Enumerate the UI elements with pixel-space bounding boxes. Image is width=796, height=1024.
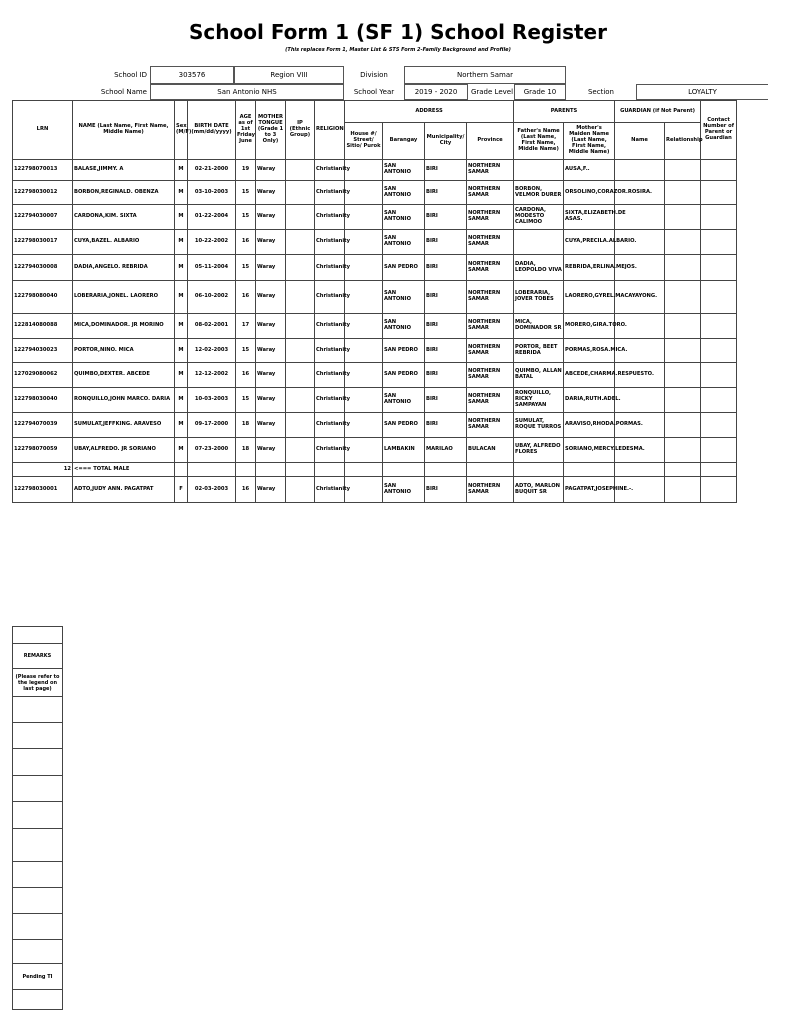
table-row[interactable] xyxy=(13,413,737,438)
lrn-cell: 122798030040 xyxy=(13,388,73,413)
ip-cell xyxy=(286,413,315,438)
table-row[interactable] xyxy=(13,363,737,388)
religion-cell: Christianity xyxy=(315,255,345,281)
name-cell: BALASE,JIMMY. A xyxy=(73,160,175,181)
mother-cell: REBRIDA,ERLINA.MEJOS. xyxy=(564,255,615,281)
name-cell: LOBERARIA,JONEL. LAORERO xyxy=(73,281,175,314)
father-cell: ADTO, MARLON BUQUIT SR xyxy=(514,477,564,503)
contact-cell xyxy=(701,363,737,388)
house-cell xyxy=(345,181,383,205)
guardian-relationship-cell xyxy=(665,160,701,181)
mother-cell: CUYA,PRECILA.ALBARIO. xyxy=(564,230,615,255)
religion-cell: Christianity xyxy=(315,438,345,463)
ip-cell xyxy=(286,181,315,205)
province-cell: NORTHERN SAMAR xyxy=(467,314,514,339)
lrn-cell: 122814080088 xyxy=(13,314,73,339)
table-row[interactable] xyxy=(13,160,737,181)
barangay-cell: SAN PEDRO xyxy=(383,339,425,363)
father-cell: CARDONA, MODESTO CALIMOO xyxy=(514,205,564,230)
father-cell: MICA, DOMINADOR SR xyxy=(514,314,564,339)
age-cell: 16 xyxy=(236,477,256,503)
barangay-cell: SAN ANTONIO xyxy=(383,477,425,503)
sex-cell: M xyxy=(175,438,188,463)
mother-tongue-cell: Waray xyxy=(256,281,286,314)
col-mother: Mother's Maiden Name (Last Name, First Name, Middle Name) xyxy=(564,123,615,160)
mother-tongue-cell: Waray xyxy=(256,160,286,181)
name-cell: CARDONA,KIM. SIXTA xyxy=(73,205,175,230)
col-lrn: LRN xyxy=(13,101,73,160)
ip-cell xyxy=(286,388,315,413)
municipality-cell: BIRI xyxy=(425,413,467,438)
sex-cell: M xyxy=(175,205,188,230)
contact-cell xyxy=(701,388,737,413)
province-cell: NORTHERN SAMAR xyxy=(467,181,514,205)
mother-tongue-cell: Waray xyxy=(256,388,286,413)
mother-cell: ABCEDE,CHARMA.RESPUESTO. xyxy=(564,363,615,388)
col-guardian-relationship: Relationship xyxy=(665,123,701,160)
sex-cell: M xyxy=(175,160,188,181)
table-row[interactable] xyxy=(13,388,737,413)
municipality-cell: MARILAO xyxy=(425,438,467,463)
ip-cell xyxy=(286,339,315,363)
mother-tongue-cell: Waray xyxy=(256,230,286,255)
ip-cell xyxy=(286,363,315,388)
guardian-relationship-cell xyxy=(665,314,701,339)
register-table xyxy=(12,100,737,503)
father-cell: QUIMBO, ALLAN BATAL xyxy=(514,363,564,388)
barangay-cell: SAN PEDRO xyxy=(383,363,425,388)
mother-tongue-cell: Waray xyxy=(256,205,286,230)
religion-cell: Christianity xyxy=(315,205,345,230)
col-father: Father's Name (Last Name, First Name, Middle Name) xyxy=(514,123,564,160)
house-cell xyxy=(345,205,383,230)
age-cell: 16 xyxy=(236,363,256,388)
region-field[interactable]: Region VIII xyxy=(234,66,344,84)
birthdate-cell: 06-10-2002 xyxy=(188,281,236,314)
sex-cell: M xyxy=(175,388,188,413)
col-province: Province xyxy=(467,123,514,160)
name-cell: RONQUILLO,JOHN MARCO. DARIA xyxy=(73,388,175,413)
col-barangay: Barangay xyxy=(383,123,425,160)
contact-cell xyxy=(701,281,737,314)
contact-cell xyxy=(701,339,737,363)
lrn-cell: 122798070059 xyxy=(13,438,73,463)
father-cell: LOBERARIA, JOVER TOBES xyxy=(514,281,564,314)
age-cell: 18 xyxy=(236,413,256,438)
col-age: AGE as of 1st Friday June xyxy=(236,101,256,160)
col-name: NAME (Last Name, First Name, Middle Name) xyxy=(73,101,175,160)
sex-cell: M xyxy=(175,281,188,314)
division-label: Division xyxy=(360,71,388,79)
house-cell xyxy=(345,388,383,413)
division-field[interactable]: Northern Samar xyxy=(404,66,566,84)
table-row[interactable] xyxy=(13,314,737,339)
mother-cell: DARIA,RUTH.ADEL. xyxy=(564,388,615,413)
house-cell xyxy=(345,230,383,255)
birthdate-cell: 10-22-2002 xyxy=(188,230,236,255)
house-cell xyxy=(345,314,383,339)
religion-cell: Christianity xyxy=(315,181,345,205)
lrn-cell: 122798030012 xyxy=(13,181,73,205)
age-cell: 16 xyxy=(236,230,256,255)
mother-cell: MORERO,GIRA.TORO. xyxy=(564,314,615,339)
province-cell: NORTHERN SAMAR xyxy=(467,339,514,363)
guardian-relationship-cell xyxy=(665,205,701,230)
school-year-field[interactable]: 2019 - 2020 xyxy=(404,84,468,100)
guardian-relationship-cell xyxy=(665,388,701,413)
municipality-cell: BIRI xyxy=(425,339,467,363)
lrn-cell: 122798030001 xyxy=(13,477,73,503)
age-cell: 15 xyxy=(236,181,256,205)
father-cell: UBAY, ALFREDO FLORES xyxy=(514,438,564,463)
name-cell: BORBON,REGINALD. OBENZA xyxy=(73,181,175,205)
total-male-count: 12 xyxy=(13,463,73,477)
total-male-row xyxy=(13,463,737,477)
house-cell xyxy=(345,413,383,438)
ip-cell xyxy=(286,230,315,255)
ip-cell xyxy=(286,477,315,503)
birthdate-cell: 12-12-2002 xyxy=(188,363,236,388)
municipality-cell: BIRI xyxy=(425,363,467,388)
section-field[interactable]: LOYALTY xyxy=(636,84,768,100)
name-cell: SUMULAT,JEFFKING. ARAVESO xyxy=(73,413,175,438)
municipality-cell: BIRI xyxy=(425,314,467,339)
col-house: House #/ Street/ Sitio/ Purok xyxy=(345,123,383,160)
ip-cell xyxy=(286,205,315,230)
province-cell: NORTHERN SAMAR xyxy=(467,413,514,438)
age-cell: 18 xyxy=(236,438,256,463)
mother-cell: PORMAS,ROSA.MICA. xyxy=(564,339,615,363)
mother-tongue-cell: Waray xyxy=(256,339,286,363)
table-row[interactable] xyxy=(13,205,737,230)
table-row[interactable] xyxy=(13,281,737,314)
col-address-group: ADDRESS xyxy=(345,101,514,123)
page-subtitle: (This replaces Form 1, Master List & STS Form 2-Family Background and Profile) xyxy=(285,47,511,53)
birthdate-cell: 02-21-2000 xyxy=(188,160,236,181)
birthdate-cell: 02-03-2003 xyxy=(188,477,236,503)
house-cell xyxy=(345,281,383,314)
sex-cell: M xyxy=(175,413,188,438)
col-sex: Sex (M/F) xyxy=(175,101,188,160)
age-cell: 16 xyxy=(236,281,256,314)
religion-cell: Christianity xyxy=(315,388,345,413)
province-cell: NORTHERN SAMAR xyxy=(467,255,514,281)
mother-cell: ARAVISO,RHODA.PORMAS. xyxy=(564,413,615,438)
name-cell: MICA,DOMINADOR. JR MORINO xyxy=(73,314,175,339)
birthdate-cell: 09-17-2000 xyxy=(188,413,236,438)
religion-cell: Christianity xyxy=(315,339,345,363)
table-row[interactable] xyxy=(13,477,737,503)
name-cell: DADIA,ANGELO. REBRIDA xyxy=(73,255,175,281)
contact-cell xyxy=(701,205,737,230)
name-cell: PORTOR,NINO. MICA xyxy=(73,339,175,363)
lrn-cell: 127029080062 xyxy=(13,363,73,388)
birthdate-cell: 01-22-2004 xyxy=(188,205,236,230)
mother-tongue-cell: Waray xyxy=(256,363,286,388)
barangay-cell: SAN ANTONIO xyxy=(383,181,425,205)
ip-cell xyxy=(286,314,315,339)
contact-cell xyxy=(701,255,737,281)
mother-tongue-cell: Waray xyxy=(256,477,286,503)
barangay-cell: LAMBAKIN xyxy=(383,438,425,463)
municipality-cell: BIRI xyxy=(425,181,467,205)
father-cell xyxy=(514,230,564,255)
ip-cell xyxy=(286,438,315,463)
contact-cell xyxy=(701,160,737,181)
sex-cell: M xyxy=(175,339,188,363)
age-cell: 15 xyxy=(236,205,256,230)
house-cell xyxy=(345,160,383,181)
col-municipality: Municipality/ City xyxy=(425,123,467,160)
col-parents-group: PARENTS xyxy=(514,101,615,123)
religion-cell: Christianity xyxy=(315,477,345,503)
sex-cell: M xyxy=(175,314,188,339)
col-birthdate: BIRTH DATE (mm/dd/yyyy) xyxy=(188,101,236,160)
religion-cell: Christianity xyxy=(315,363,345,388)
birthdate-cell: 07-23-2000 xyxy=(188,438,236,463)
guardian-relationship-cell xyxy=(665,363,701,388)
guardian-relationship-cell xyxy=(665,281,701,314)
mother-cell: LAORERO,GYREL.MACAYAYONG. xyxy=(564,281,615,314)
municipality-cell: BIRI xyxy=(425,477,467,503)
guardian-name-cell xyxy=(615,205,665,230)
col-mother-tongue: MOTHER TONGUE (Grade 1 to 3 Only) xyxy=(256,101,286,160)
mother-tongue-cell: Waray xyxy=(256,413,286,438)
mother-cell: AUSA,F.. xyxy=(564,160,615,181)
guardian-relationship-cell xyxy=(665,255,701,281)
municipality-cell: BIRI xyxy=(425,281,467,314)
province-cell: NORTHERN SAMAR xyxy=(467,281,514,314)
sex-cell: M xyxy=(175,363,188,388)
barangay-cell: SAN ANTONIO xyxy=(383,205,425,230)
religion-cell: Christianity xyxy=(315,160,345,181)
age-cell: 19 xyxy=(236,160,256,181)
barangay-cell: SAN ANTONIO xyxy=(383,160,425,181)
col-ip: IP (Ethnic Group) xyxy=(286,101,315,160)
grade-level-field[interactable]: Grade 10 xyxy=(514,84,566,100)
col-guardian-name: Name xyxy=(615,123,665,160)
name-cell: UBAY,ALFREDO. JR SORIANO xyxy=(73,438,175,463)
barangay-cell: SAN ANTONIO xyxy=(383,281,425,314)
province-cell: NORTHERN SAMAR xyxy=(467,363,514,388)
religion-cell: Christianity xyxy=(315,281,345,314)
province-cell: NORTHERN SAMAR xyxy=(467,160,514,181)
table-row[interactable] xyxy=(13,255,737,281)
province-cell: NORTHERN SAMAR xyxy=(467,205,514,230)
guardian-name-cell xyxy=(615,160,665,181)
age-cell: 15 xyxy=(236,339,256,363)
mother-tongue-cell: Waray xyxy=(256,255,286,281)
guardian-name-cell xyxy=(615,388,665,413)
age-cell: 15 xyxy=(236,255,256,281)
sex-cell: F xyxy=(175,477,188,503)
page-title: School Form 1 (SF 1) School Register xyxy=(189,20,607,44)
guardian-relationship-cell xyxy=(665,181,701,205)
lrn-cell: 122798030017 xyxy=(13,230,73,255)
mother-cell: PAGATPAT,JOSEPHINE.-. xyxy=(564,477,615,503)
lrn-cell: 122794030023 xyxy=(13,339,73,363)
col-guardian-group: GUARDIAN (if Not Parent) xyxy=(615,101,701,123)
house-cell xyxy=(345,477,383,503)
mother-tongue-cell: Waray xyxy=(256,438,286,463)
ip-cell xyxy=(286,281,315,314)
total-male-label: <=== TOTAL MALE xyxy=(73,463,175,477)
house-cell xyxy=(345,363,383,388)
school-name-field[interactable]: San Antonio NHS xyxy=(150,84,344,100)
barangay-cell: SAN PEDRO xyxy=(383,255,425,281)
table-row[interactable] xyxy=(13,230,737,255)
municipality-cell: BIRI xyxy=(425,388,467,413)
father-cell: DADIA, LEOPOLDO VIVA xyxy=(514,255,564,281)
province-cell: NORTHERN SAMAR xyxy=(467,230,514,255)
contact-cell xyxy=(701,438,737,463)
section-label: Section xyxy=(587,88,614,96)
school-year-label: School Year xyxy=(353,88,395,96)
age-cell: 15 xyxy=(236,388,256,413)
lrn-cell: 122798070013 xyxy=(13,160,73,181)
sex-cell: M xyxy=(175,255,188,281)
religion-cell: Christianity xyxy=(315,314,345,339)
school-name-label: School Name xyxy=(100,88,147,96)
province-cell: NORTHERN SAMAR xyxy=(467,388,514,413)
barangay-cell: SAN ANTONIO xyxy=(383,314,425,339)
guardian-relationship-cell xyxy=(665,413,701,438)
guardian-relationship-cell xyxy=(665,477,701,503)
municipality-cell: BIRI xyxy=(425,255,467,281)
mother-tongue-cell: Waray xyxy=(256,181,286,205)
name-cell: QUIMBO,DEXTER. ABCEDE xyxy=(73,363,175,388)
ip-cell xyxy=(286,255,315,281)
province-cell: BULACAN xyxy=(467,438,514,463)
lrn-cell: 122794030008 xyxy=(13,255,73,281)
religion-cell: Christianity xyxy=(315,413,345,438)
school-id-field[interactable]: 303576 xyxy=(150,66,234,84)
house-cell xyxy=(345,255,383,281)
municipality-cell: BIRI xyxy=(425,230,467,255)
municipality-cell: BIRI xyxy=(425,160,467,181)
table-row[interactable] xyxy=(13,339,737,363)
table-row[interactable] xyxy=(13,438,737,463)
lrn-cell: 122794030007 xyxy=(13,205,73,230)
municipality-cell: BIRI xyxy=(425,205,467,230)
father-cell: RONQUILLO, RICKY SAMPAYAN xyxy=(514,388,564,413)
col-contact: Contact Number of Parent or Guardian xyxy=(701,101,737,160)
religion-cell: Christianity xyxy=(315,230,345,255)
remarks-table xyxy=(12,626,63,1010)
col-religion: RELIGION xyxy=(315,101,345,160)
school-id-label: School ID xyxy=(114,71,147,79)
grade-level-label: Grade Level xyxy=(470,87,514,96)
mother-tongue-cell: Waray xyxy=(256,314,286,339)
father-cell: PORTOR, BEET REBRIDA xyxy=(514,339,564,363)
house-cell xyxy=(345,438,383,463)
mother-cell: SIXTA,ELIZABETH.DE ASAS. xyxy=(564,205,615,230)
table-row[interactable] xyxy=(13,181,737,205)
birthdate-cell: 05-11-2004 xyxy=(188,255,236,281)
birthdate-cell: 08-02-2001 xyxy=(188,314,236,339)
house-cell xyxy=(345,339,383,363)
name-cell: CUYA,BAZEL. ALBARIO xyxy=(73,230,175,255)
contact-cell xyxy=(701,181,737,205)
guardian-relationship-cell xyxy=(665,438,701,463)
age-cell: 17 xyxy=(236,314,256,339)
remarks-title: REMARKS xyxy=(13,644,63,669)
mother-cell: ORSOLINO,CORAZOR.ROSIRA. xyxy=(564,181,615,205)
lrn-cell: 122794070039 xyxy=(13,413,73,438)
contact-cell xyxy=(701,477,737,503)
remarks-note: (Please refer to the legend on last page) xyxy=(13,669,63,697)
father-cell: SUMULAT, ROQUE TURROS xyxy=(514,413,564,438)
remarks-pending: Pending TI xyxy=(13,964,63,990)
birthdate-cell: 10-03-2003 xyxy=(188,388,236,413)
guardian-relationship-cell xyxy=(665,339,701,363)
birthdate-cell: 03-10-2003 xyxy=(188,181,236,205)
contact-cell xyxy=(701,413,737,438)
father-cell: BORBON, VELMOR DURER xyxy=(514,181,564,205)
barangay-cell: SAN ANTONIO xyxy=(383,388,425,413)
contact-cell xyxy=(701,230,737,255)
guardian-relationship-cell xyxy=(665,230,701,255)
lrn-cell: 122798080040 xyxy=(13,281,73,314)
barangay-cell: SAN ANTONIO xyxy=(383,230,425,255)
mother-cell: SORIANO,MERCY.LEDESMA. xyxy=(564,438,615,463)
barangay-cell: SAN PEDRO xyxy=(383,413,425,438)
birthdate-cell: 12-02-2003 xyxy=(188,339,236,363)
father-cell xyxy=(514,160,564,181)
contact-cell xyxy=(701,314,737,339)
name-cell: ADTO,JUDY ANN. PAGATPAT xyxy=(73,477,175,503)
ip-cell xyxy=(286,160,315,181)
sex-cell: M xyxy=(175,181,188,205)
sex-cell: M xyxy=(175,230,188,255)
province-cell: NORTHERN SAMAR xyxy=(467,477,514,503)
